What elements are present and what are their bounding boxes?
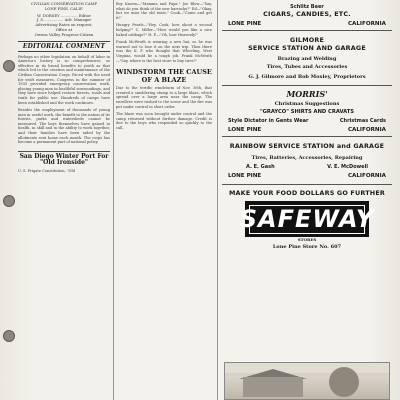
ad-safeway — [222, 185, 392, 253]
divider — [18, 151, 110, 152]
ad-location-row — [224, 21, 390, 27]
photo-tree — [329, 367, 359, 397]
ad-row-right: Christmas Cards — [339, 118, 386, 124]
masthead-staff: Owens Valley Progress-Citizen — [34, 31, 94, 37]
safeway-logo-inner — [239, 205, 375, 234]
binder-hole — [3, 330, 15, 342]
safeway-logo-sub: STORES — [297, 237, 317, 242]
masthead-line: CIVILIAN CONSERVATION CAMP — [30, 1, 98, 6]
ad-row-left: A. E. Gash — [246, 164, 275, 170]
editorial-paragraph: Besides the employment of thousands of young men in useful work, the benefit to the nation of its forests, parks and watersheds cannot be measured. The boys themselves have gained in health, in skill and in the ability to work together, and their families have been aided by the allotments sent home each month. The corps has become a permanent part of national policy. — [18, 108, 110, 145]
column-rule — [217, 0, 218, 400]
story-heading: WINDSTORM THE CAUSE OF A BLAZE — [116, 68, 212, 84]
ad-line: Tires, Batteries, Accessories, Repairing — [251, 155, 363, 161]
safeway-logo — [239, 201, 375, 237]
ad-rainbow — [222, 137, 392, 185]
story-text: Due to the terrific windstorm of Nov. 30th, that created a smoldering stump to a large blaze, which spread over a large area near the camp. The enrollees were rushed to the scene and the fire was put under control in short order. — [116, 86, 212, 109]
column-ads — [222, 0, 392, 400]
story-text: U. S. Frigate Constitution, "Old — [18, 168, 75, 173]
story-heading: San Diego Winter Port For "Old Ironside" — [19, 152, 109, 167]
ad-location-right: CALIFORNIA — [347, 173, 386, 179]
ad-line: SERVICE STATION AND GARAGE — [248, 44, 366, 52]
ad-row — [224, 164, 390, 170]
ad-line: MAKE YOUR FOOD DOLLARS GO FURTHER — [228, 189, 386, 197]
masthead — [18, 2, 110, 38]
ad-line: Tires, Tubes and Accessories — [266, 64, 348, 70]
story-text: The blaze was soon brought under control and the camp returned without further damage. Credit is due to the boys who responded so quickly to the call. — [116, 112, 212, 130]
ad-line: Schlitz Beer — [290, 4, 324, 10]
ad-gilmore — [222, 31, 392, 86]
masthead-staff: Advertising Rates on request. — [35, 22, 93, 28]
ad-location-row — [224, 127, 390, 133]
ad-line: "GRAYCO" SHIRTS AND CRAVATS — [259, 109, 355, 115]
editorial-heading: EDITORIAL COMMENT — [18, 41, 110, 52]
masthead-staff: J. S. ............... Adv. Manager — [36, 17, 92, 23]
ad-location-right: CALIFORNIA — [347, 21, 386, 27]
ad-morris — [222, 86, 392, 137]
ad-location-right: CALIFORNIA — [347, 127, 386, 133]
column-middle — [116, 0, 212, 400]
column-left — [18, 0, 110, 400]
safeway-logo-text: SAFEWAY — [239, 205, 375, 233]
ad-title: MORRIS' — [286, 89, 328, 99]
masthead-line: LONE PINE, CALIF. — [44, 5, 84, 11]
ad-location-row — [224, 173, 390, 179]
ad-location-left: LONE PINE — [228, 21, 262, 27]
ad-line: G. J. Gilmore and Bob Moxley, Proprietors — [248, 74, 366, 80]
binder-hole — [3, 60, 15, 72]
ad-line: Brazing and Welding — [277, 56, 337, 62]
gossip-text: Boy Known—"Mamma and Papa." Joe Blow—"Say, what do you think of the new barracks?" Ed—"Okay, but we miss the old tents." Cook—"Come and get it!" — [116, 2, 212, 20]
ad-line: Lone Pine Store No. 607 — [272, 244, 342, 250]
ad-line: CIGARS, CANDIES, ETC. — [263, 10, 351, 18]
ad-row-left: Style Dictator in Gents Wear — [228, 118, 309, 124]
ad-row — [224, 118, 390, 124]
ad-location-left: LONE PINE — [228, 173, 262, 179]
gossip-text: Hungry Pearls—"Hey, Cook, how about a second helping?" C. Miller—"How would you like a nice baked cabbage?" H. P.—"Oh, how Heavenly!" — [116, 23, 212, 37]
gossip-text: Frank McWrath is wearing a new hat, so he was warned not to lose it on the next trip. Then there was the K. P. who thought that Wheeling, West Virginia, would be a tough job. Frank McWrath—"Say, where is the best store to buy tires?" — [116, 40, 212, 63]
ad-line: Christmas Suggestions — [274, 101, 340, 107]
photo-illustration — [224, 362, 390, 400]
photo-building — [243, 377, 303, 397]
ad-line: GILMORE — [289, 36, 325, 44]
masthead-staff: W. DORSEY .............. Editor — [37, 12, 91, 18]
binder-hole — [3, 195, 15, 207]
ad-location-left: LONE PINE — [228, 127, 262, 133]
ad-schlitz — [222, 0, 392, 31]
masthead-staff: Office at — [55, 26, 73, 32]
ad-line: RAINBOW SERVICE STATION and GARAGE — [229, 142, 385, 150]
ad-row-right: V. E. McDowell — [327, 164, 368, 170]
column-rule — [113, 0, 114, 400]
editorial-paragraph: Perhaps no other legislation on behalf of labor in America's history is so comprehensive, so effective in its broad benefits to youth as that which led to the creation and maintenance of the Civilian Conservation Corps. Faced with the need for swift measures, Congress in the summer of 1933 provided emergency conservation work, placing young men in healthful surroundings, and they have since helped restore forests, roads and trails for public use. Hundreds of camps have been established and the work continues. — [18, 54, 110, 105]
